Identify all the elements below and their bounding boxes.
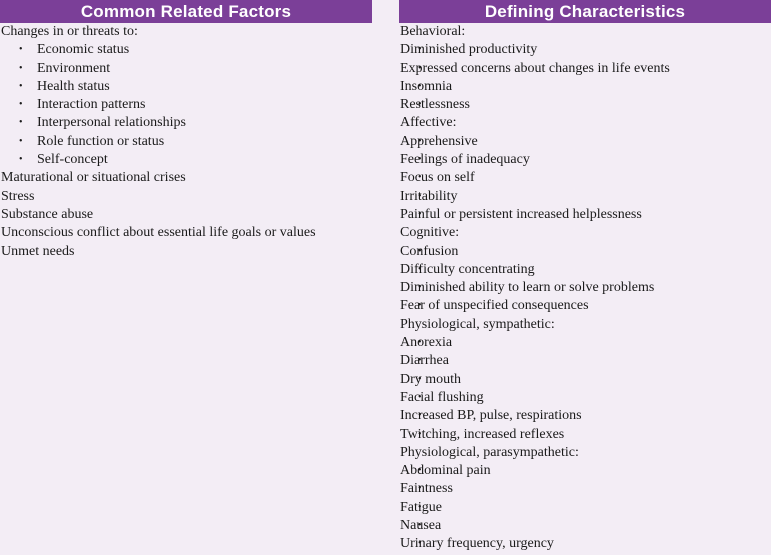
list-item: • Feelings of inadequacy: [399, 151, 771, 169]
list-item: • Diminished ability to learn or solve problems: [399, 279, 771, 297]
list-heading: Unmet needs: [1, 243, 75, 259]
list-item: • Increased BP, pulse, respirations: [399, 407, 771, 425]
list-item: • Focus on self: [399, 169, 771, 187]
related-factors-column: [0, 0, 372, 261]
list-item: • Insomnia: [399, 78, 771, 96]
list-item: • Interpersonal relationships: [0, 114, 372, 132]
list-item: • Environment: [0, 60, 372, 78]
list-item: • Anorexia: [399, 334, 771, 352]
defining-characteristics-header: Defining Characteristics: [399, 0, 771, 23]
list-item: • Faintness: [399, 480, 771, 498]
list-heading: Affective:: [400, 115, 457, 131]
list-item: • Urinary frequency, urgency: [399, 535, 771, 553]
list-item: • Restlessness: [399, 96, 771, 114]
list-heading: Behavioral:: [400, 24, 466, 39]
list-item: • Economic status: [0, 41, 372, 59]
list-item: • Self-concept: [0, 151, 372, 169]
list-item: • Nausea: [399, 517, 771, 535]
list-item: • Health status: [0, 78, 372, 96]
list-item: • Irritability: [399, 188, 771, 206]
list-item: • Role function or status: [0, 133, 372, 151]
list-item: • Fear of unspecified consequences: [399, 297, 771, 315]
defining-characteristics-list: [399, 23, 771, 554]
list-item: • Twitching, increased reflexes: [399, 426, 771, 444]
list-heading: Physiological, sympathetic:: [400, 316, 555, 332]
list-item: • Interaction patterns: [0, 96, 372, 114]
list-heading: Unconscious conflict about essential life goals or values: [1, 225, 316, 241]
list-item: • Confusion: [399, 243, 771, 261]
list-heading: Cognitive:: [400, 225, 460, 241]
list-heading: Substance abuse: [1, 206, 94, 222]
list-item: • Fatigue: [399, 499, 771, 517]
related-factors-header: Common Related Factors: [0, 0, 372, 23]
list-heading: Stress: [1, 188, 35, 204]
list-heading: Changes in or threats to:: [1, 24, 138, 39]
list-item: • Difficulty concentrating: [399, 261, 771, 279]
list-item: • Facial flushing: [399, 389, 771, 407]
list-item: • Apprehensive: [399, 133, 771, 151]
related-factors-list: [0, 23, 372, 261]
list-item: • Dry mouth: [399, 371, 771, 389]
list-heading: Physiological, parasympathetic:: [400, 444, 579, 460]
list-item: • Diminished productivity: [399, 41, 771, 59]
list-item: • Expressed concerns about changes in life events: [399, 60, 771, 78]
list-heading: Maturational or situational crises: [1, 170, 186, 186]
list-item: • Diarrhea: [399, 352, 771, 370]
list-item: • Abdominal pain: [399, 462, 771, 480]
list-item: • Painful or persistent increased helplessness: [399, 206, 771, 224]
defining-characteristics-column: [399, 0, 771, 554]
